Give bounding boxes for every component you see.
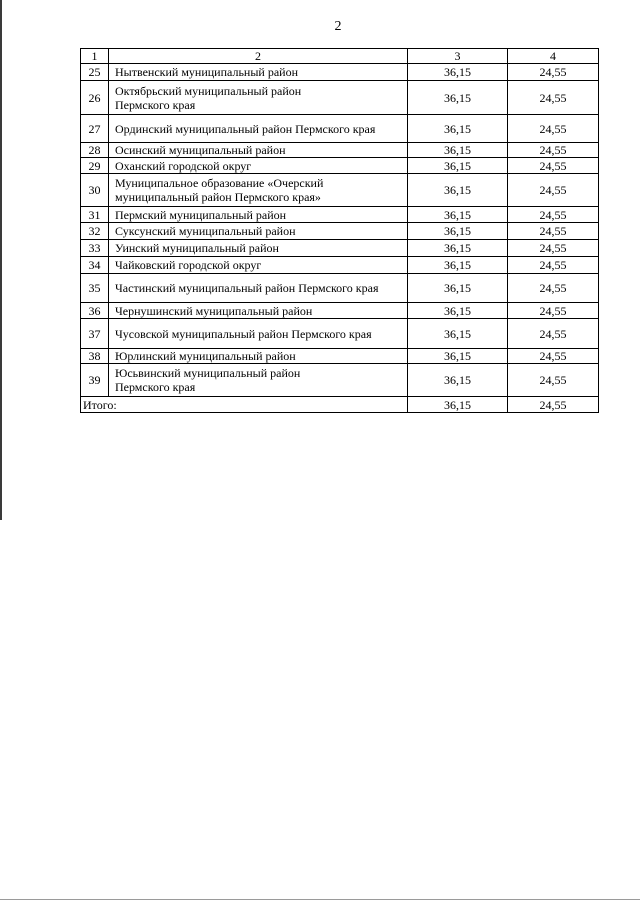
table-row — [81, 115, 599, 143]
header-col-4: 4 — [508, 49, 599, 64]
table-row — [81, 81, 599, 115]
value-col-3: 36,15 — [408, 319, 508, 349]
municipality-name-line: Пермского края — [115, 380, 196, 394]
value-col-3: 36,15 — [408, 143, 508, 158]
value-col-4: 24,55 — [508, 274, 599, 303]
row-number: 37 — [81, 319, 109, 349]
row-number: 33 — [81, 240, 109, 257]
municipality-name-line: Ординский муниципальный район Пермского края — [115, 121, 376, 136]
row-number: 30 — [81, 174, 109, 207]
value-col-3: 36,15 — [408, 174, 508, 207]
table-row — [81, 303, 599, 319]
table-row — [81, 64, 599, 81]
total-value-col-3: 36,15 — [408, 397, 508, 413]
row-number: 26 — [81, 81, 109, 115]
municipality-name — [109, 319, 408, 349]
value-col-3: 36,15 — [408, 240, 508, 257]
municipality-name-line: Пермского края — [115, 97, 196, 112]
municipality-name-line: Юсьвинский муниципальный район — [115, 366, 301, 380]
municipality-name-line: Муниципальное образование «Очерский — [115, 176, 324, 190]
municipality-name-line: Пермский муниципальный район — [115, 207, 287, 222]
value-col-4: 24,55 — [508, 158, 599, 174]
table-row — [81, 257, 599, 274]
value-col-3: 36,15 — [408, 64, 508, 81]
value-col-3: 36,15 — [408, 158, 508, 174]
municipality-name-line: муниципальный район Пермского края» — [115, 190, 321, 204]
value-col-4: 24,55 — [508, 257, 599, 274]
municipality-name-line: Чайковский городской округ — [115, 258, 262, 272]
rates-table — [80, 48, 599, 413]
value-col-4: 24,55 — [508, 319, 599, 349]
row-number: 38 — [81, 349, 109, 364]
table-row — [81, 364, 599, 397]
municipality-name — [109, 223, 408, 240]
value-col-4: 24,55 — [508, 115, 599, 143]
header-col-3: 3 — [408, 49, 508, 64]
row-number: 34 — [81, 257, 109, 274]
row-number: 35 — [81, 274, 109, 303]
table-row — [81, 158, 599, 174]
value-col-4: 24,55 — [508, 81, 599, 115]
municipality-name-line: Юрлинский муниципальный район — [115, 349, 296, 363]
municipality-name-line: Оханский городской округ — [115, 158, 252, 173]
row-number: 39 — [81, 364, 109, 397]
value-col-4: 24,55 — [508, 349, 599, 364]
table-row — [81, 240, 599, 257]
table-total-row — [81, 397, 599, 413]
municipality-name — [109, 349, 408, 364]
municipality-name-line: Уинский муниципальный район — [115, 241, 279, 255]
municipality-name — [109, 158, 408, 174]
row-number: 25 — [81, 64, 109, 81]
value-col-3: 36,15 — [408, 364, 508, 397]
municipality-name-line: Нытвенский муниципальный район — [115, 65, 298, 79]
table-row — [81, 207, 599, 223]
value-col-4: 24,55 — [508, 240, 599, 257]
municipality-name — [109, 143, 408, 158]
table-row — [81, 274, 599, 303]
municipality-name — [109, 364, 408, 397]
value-col-4: 24,55 — [508, 364, 599, 397]
municipality-name-line: Октябрьский муниципальный район — [115, 83, 302, 98]
value-col-4: 24,55 — [508, 64, 599, 81]
municipality-name — [109, 274, 408, 303]
municipality-name — [109, 115, 408, 143]
value-col-4: 24,55 — [508, 143, 599, 158]
table-header-row — [81, 49, 599, 64]
value-col-4: 24,55 — [508, 223, 599, 240]
row-number: 27 — [81, 115, 109, 143]
table-row — [81, 143, 599, 158]
total-label: Итого: — [81, 397, 408, 413]
value-col-3: 36,15 — [408, 274, 508, 303]
municipality-name — [109, 207, 408, 223]
table-row — [81, 223, 599, 240]
value-col-4: 24,55 — [508, 303, 599, 319]
row-number: 32 — [81, 223, 109, 240]
row-number: 36 — [81, 303, 109, 319]
row-number: 31 — [81, 207, 109, 223]
value-col-3: 36,15 — [408, 207, 508, 223]
municipality-name — [109, 64, 408, 81]
scan-edge-bottom-line — [0, 899, 640, 900]
municipality-name-line: Частинский муниципальный район Пермского края — [115, 281, 379, 295]
municipality-name — [109, 174, 408, 207]
value-col-4: 24,55 — [508, 174, 599, 207]
page-number: 2 — [334, 19, 342, 34]
value-col-3: 36,15 — [408, 81, 508, 115]
municipality-name-line: Осинский муниципальный район — [115, 143, 286, 157]
value-col-3: 36,15 — [408, 223, 508, 240]
row-number: 28 — [81, 143, 109, 158]
row-number: 29 — [81, 158, 109, 174]
value-col-4: 24,55 — [508, 207, 599, 223]
municipality-name — [109, 81, 408, 115]
table-row — [81, 174, 599, 207]
value-col-3: 36,15 — [408, 349, 508, 364]
header-col-1: 1 — [81, 49, 109, 64]
table-row — [81, 319, 599, 349]
municipality-name — [109, 257, 408, 274]
scan-edge-left-line — [0, 0, 2, 520]
value-col-3: 36,15 — [408, 115, 508, 143]
municipality-name — [109, 303, 408, 319]
municipality-name-line: Чусовской муниципальный район Пермского края — [115, 326, 372, 341]
header-col-2: 2 — [109, 49, 408, 64]
value-col-3: 36,15 — [408, 303, 508, 319]
total-value-col-4: 24,55 — [508, 397, 599, 413]
municipality-name-line: Суксунский муниципальный район — [115, 224, 296, 238]
value-col-3: 36,15 — [408, 257, 508, 274]
municipality-name-line: Чернушинский муниципальный район — [115, 303, 313, 318]
table-row — [81, 349, 599, 364]
municipality-name — [109, 240, 408, 257]
